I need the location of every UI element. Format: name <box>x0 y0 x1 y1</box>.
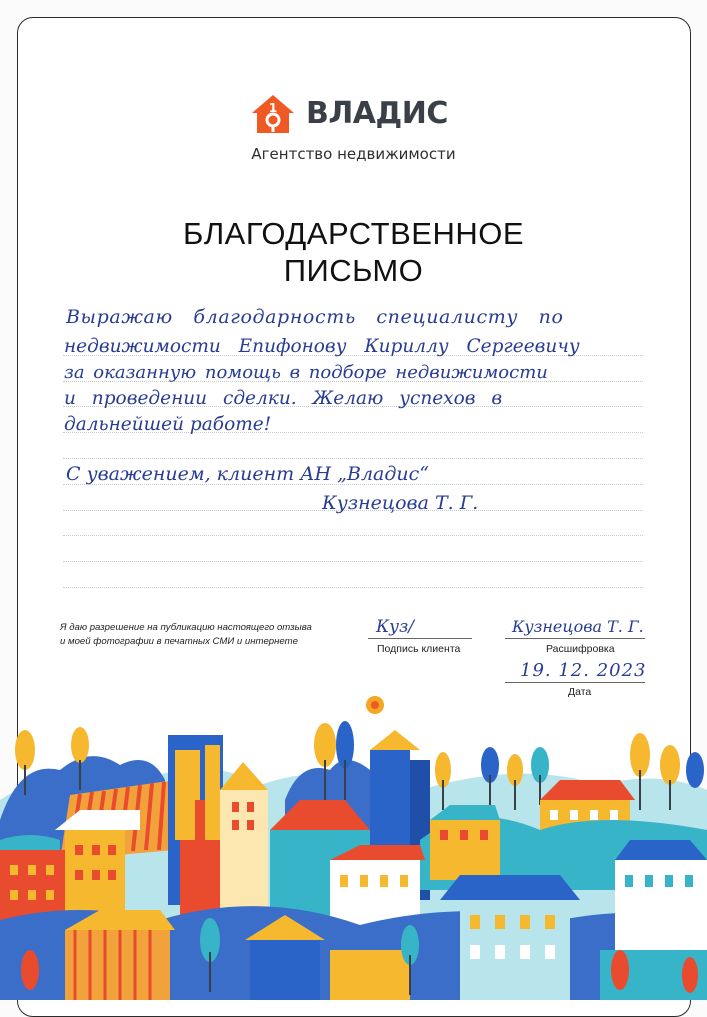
ruled-line <box>63 536 643 562</box>
letter-line-5: дальнейшей работе! <box>64 414 272 435</box>
permission-line-1: Я даю разрешение на публикацию настоящего отзыва <box>60 622 312 633</box>
date-label: Дата <box>568 686 592 698</box>
decoding-line <box>505 638 645 639</box>
letter-closing: С уважением, клиент АН „Владис“ <box>66 463 430 485</box>
ruled-line <box>63 433 643 459</box>
agency-subtitle: Агентство недвижимости <box>251 145 456 163</box>
publication-permission <box>60 621 360 649</box>
ruled-line <box>63 562 643 588</box>
date-handwritten: 19. 12. 2023 <box>520 660 647 681</box>
letter-closing-name: Кузнецова Т. Г. <box>322 492 479 514</box>
title-line-1: БЛАГОДАРСТВЕННОЕ <box>182 216 525 251</box>
signature-label: Подпись клиента <box>377 643 461 655</box>
title-line-2: ПИСЬМО <box>283 253 424 288</box>
house-key-icon <box>250 93 296 135</box>
signature-line <box>368 638 472 639</box>
letter-line-4: и проведении сделки. Желаю успехов в <box>64 388 503 409</box>
date-line <box>505 682 645 683</box>
decoding-handwritten: Кузнецова Т. Г. <box>512 617 644 636</box>
brand-name: ВЛАДИС <box>306 96 448 131</box>
logo-digit: 1 <box>268 101 278 115</box>
ruled-line <box>63 511 643 537</box>
decoding-label: Расшифровка <box>546 643 615 655</box>
letter-line-1: Выражаю благодарность специалисту по <box>66 306 564 328</box>
company-logo <box>250 93 448 135</box>
letter-line-2: недвижимости Епифонову Кириллу Сергеевичу <box>64 336 580 357</box>
city-illustration <box>0 690 707 1000</box>
permission-line-2: и моей фотографии в печатных СМИ и интернете <box>60 636 298 647</box>
document-title <box>0 215 707 289</box>
letter-line-3: за оказанную помощь в подборе недвижимости <box>64 362 548 383</box>
client-signature: Куз/ <box>376 617 415 637</box>
